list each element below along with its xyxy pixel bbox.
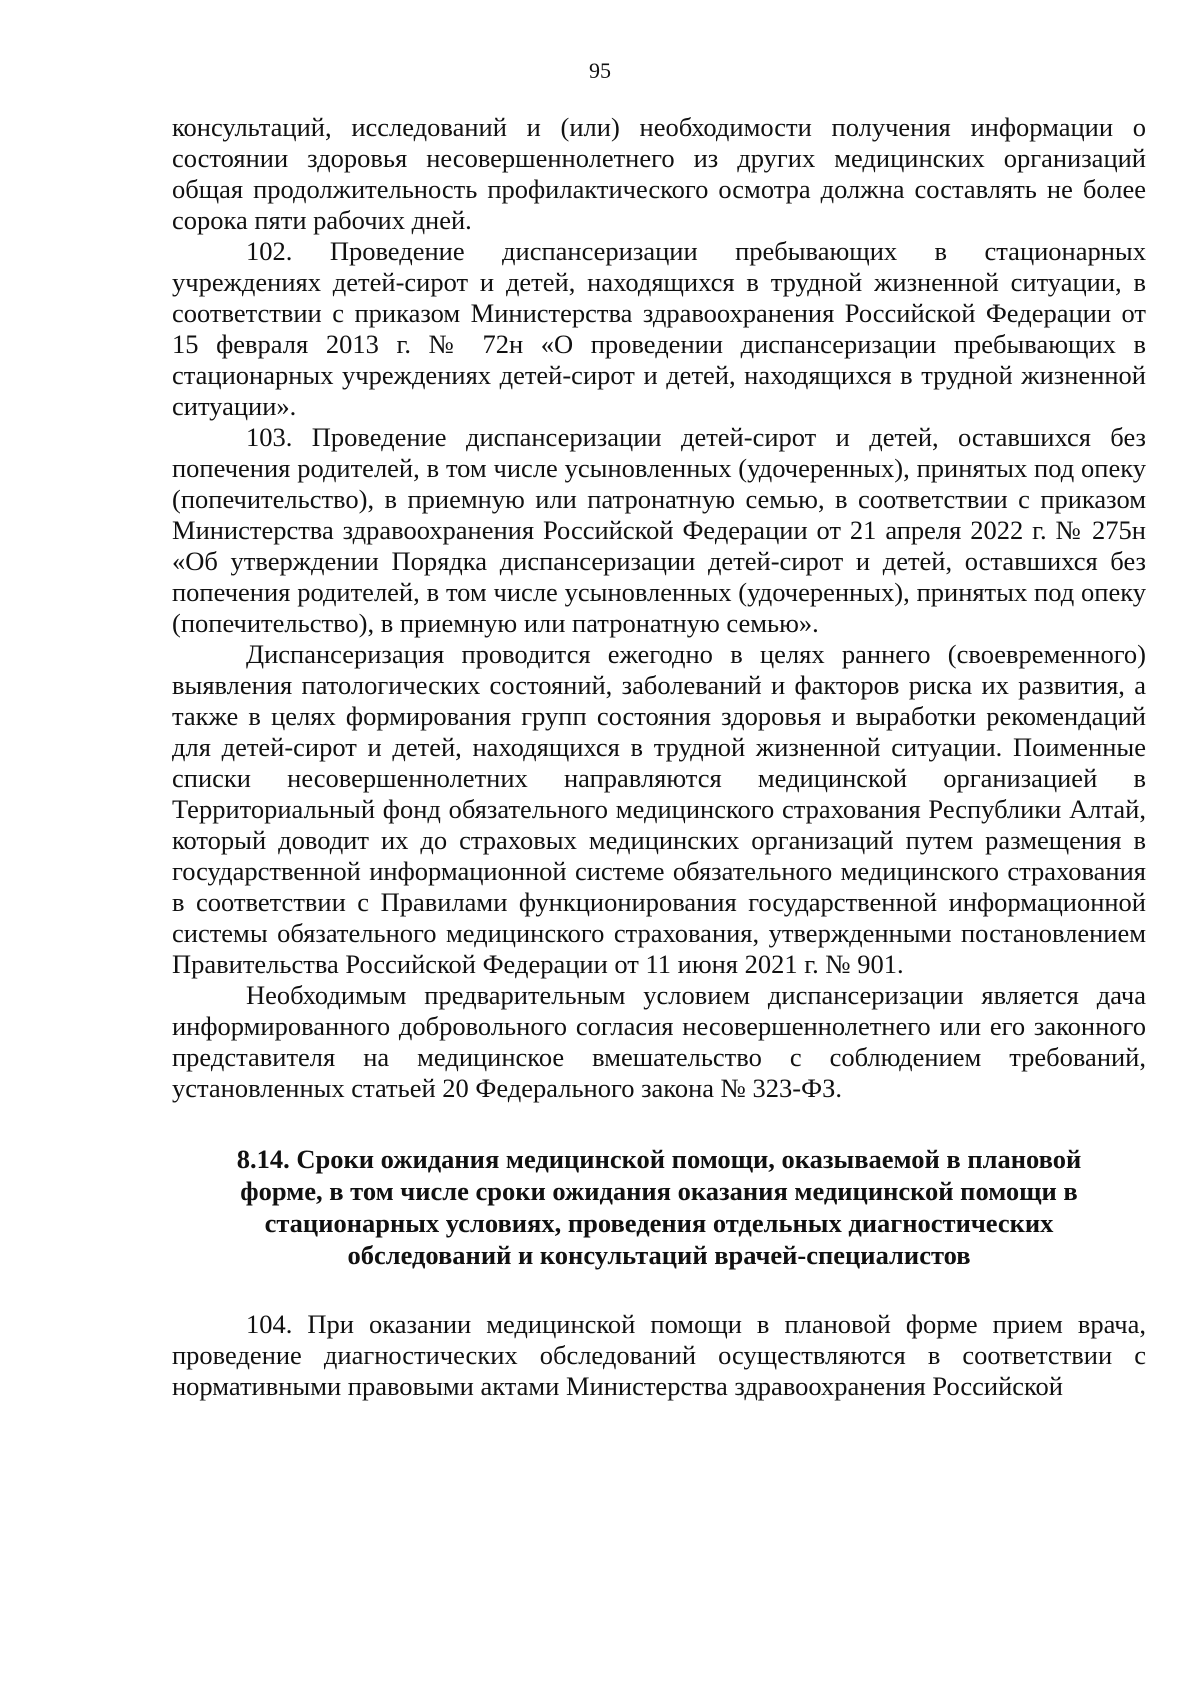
paragraph-103: 103. Проведение диспансеризации детей-сирот и детей, оставшихся без попечения родителей, в том числе усыновленных (удочеренных), принятых под опеку (попечительство), в приемную или патронатную семью, в соответствии с приказом Министерства здравоохранения Российской Федерации от 21 апреля 2022 г. № 275н «Об утверждении Порядка диспансеризации детей-сирот и детей, оставшихся без попечения родителей, в том числе усыновленных (удочеренных), принятых под опеку (попечительство), в приемную или патронатную семью».: [172, 422, 1146, 638]
paragraph-102: 102. Проведение диспансеризации пребывающих в стационарных учреждениях детей-сирот и детей, находящихся в трудной жизненной ситуации, в соответствии с приказом Министерства здравоохранения Российской Федерации от 15 февраля 2013 г. № 72н «О проведении диспансеризации пребывающих в стационарных учреждениях детей-сирот и детей, находящихся в трудной жизненной ситуации».: [172, 236, 1146, 421]
section-heading-8-14: 8.14. Сроки ожидания медицинской помощи, оказываемой в плановой форме, в том числе сроки ожидания оказания медицинской помощи в стационарных условиях, проведения отдельных диагностических обследований и консультаций врачей-специалистов: [236, 1144, 1082, 1270]
paragraph-consent-condition: Необходимым предварительным условием диспансеризации является дача информированного добровольного согласия несовершеннолетнего или его законного представителя на медицинское вмешательство с соблюдением требований, установленных статьей 20 Федерального закона № 323-ФЗ.: [172, 980, 1146, 1103]
page-number: 95: [589, 58, 611, 83]
paragraph-104: 104. При оказании медицинской помощи в плановой форме прием врача, проведение диагностических обследований осуществляются в соответствии с нормативными правовыми актами Министерства здравоохранения Российской: [172, 1309, 1146, 1401]
paragraph-continuation: консультаций, исследований и (или) необходимости получения информации о состоянии здоровья несовершеннолетнего из других медицинских организаций общая продолжительность профилактического осмотра должна составлять не более сорока пяти рабочих дней.: [172, 112, 1146, 235]
document-body: [172, 112, 1146, 1402]
paragraph-dispensary: Диспансеризация проводится ежегодно в целях раннего (своевременного) выявления патологических состояний, заболеваний и факторов риска их развития, а также в целях формирования групп состояния здоровья и выработки рекомендаций для детей-сирот и детей, находящихся в трудной жизненной ситуации. Поименные списки несовершеннолетних направляются медицинской организацией в Территориальный фонд обязательного медицинского страхования Республики Алтай, который доводит их до страховых медицинских организаций путем размещения в государственной информационной системе обязательного медицинского страхования в соответствии с Правилами функционирования государственной информационной системы обязательного медицинского страхования, утвержденными постановлением Правительства Российской Федерации от 11 июня 2021 г. № 901.: [172, 639, 1146, 979]
